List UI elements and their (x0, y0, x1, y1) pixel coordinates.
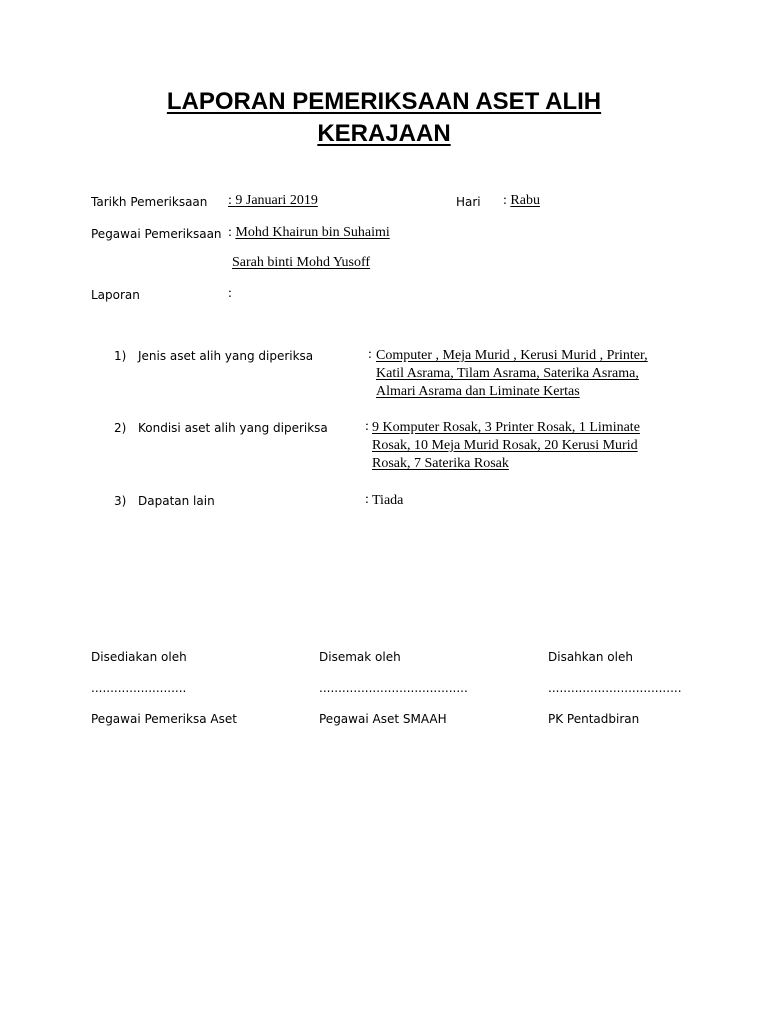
tarikh-separator: : (228, 193, 236, 208)
item-label: Dapatan lain (138, 494, 215, 508)
item-value-line: Rosak, 7 Saterika Rosak (372, 456, 509, 471)
item-value-line: Tiada (372, 493, 404, 508)
item-separator: : (368, 347, 372, 362)
document-title-line-1: LAPORAN PEMERIKSAAN ASET ALIH (166, 88, 602, 115)
item-value-line: Rosak, 10 Meja Murid Rosak, 20 Kerusi Murid (372, 438, 638, 453)
item-value-line: Katil Asrama, Tilam Asrama, Saterika Asrama, (376, 366, 639, 381)
tarikh-field (228, 193, 318, 209)
hari-label: Hari (456, 195, 481, 209)
pegawai-value-1: Mohd Khairun bin Suhaimi (235, 225, 390, 240)
hari-value: Rabu (510, 193, 540, 208)
item-label: Jenis aset alih yang diperiksa (138, 349, 314, 363)
signature-heading: Disemak oleh (319, 650, 401, 664)
item-value-line: Almari Asrama dan Liminate Kertas (376, 384, 580, 399)
document-title-line-2: KERAJAAN (317, 120, 451, 147)
item-value (372, 419, 640, 473)
item-number: 3) (114, 494, 127, 508)
signature-line: ................................... (548, 681, 682, 695)
signature-line: ....................................... (319, 681, 468, 695)
item-separator: : (365, 419, 369, 434)
item-value (372, 492, 403, 510)
signature-role: Pegawai Aset SMAAH (319, 712, 447, 726)
item-label: Kondisi aset alih yang diperiksa (138, 421, 328, 435)
signature-role: Pegawai Pemeriksa Aset (91, 712, 237, 726)
hari-separator: : (503, 193, 511, 208)
tarikh-value: 9 Januari 2019 (235, 193, 318, 208)
signature-heading: Disediakan oleh (91, 650, 187, 664)
signature-role: PK Pentadbiran (548, 712, 640, 726)
pegawai-label: Pegawai Pemeriksaan (91, 227, 222, 241)
pegawai-field (228, 225, 390, 241)
signature-heading: Disahkan oleh (548, 650, 633, 664)
laporan-separator: : (228, 286, 232, 301)
hari-field (503, 193, 540, 209)
tarikh-label: Tarikh Pemeriksaan (91, 195, 208, 209)
pegawai-separator: : (228, 225, 236, 240)
pegawai-value-2: Sarah binti Mohd Yusoff (232, 255, 371, 270)
laporan-label: Laporan (91, 288, 140, 302)
item-value-line: 9 Komputer Rosak, 3 Printer Rosak, 1 Liminate (372, 420, 640, 435)
item-number: 2) (114, 421, 127, 435)
item-value-line: Computer , Meja Murid , Kerusi Murid , Printer, (376, 348, 648, 363)
item-separator: : (365, 492, 369, 507)
item-number: 1) (114, 349, 127, 363)
signature-line: ......................... (91, 681, 187, 695)
item-value (376, 347, 648, 401)
